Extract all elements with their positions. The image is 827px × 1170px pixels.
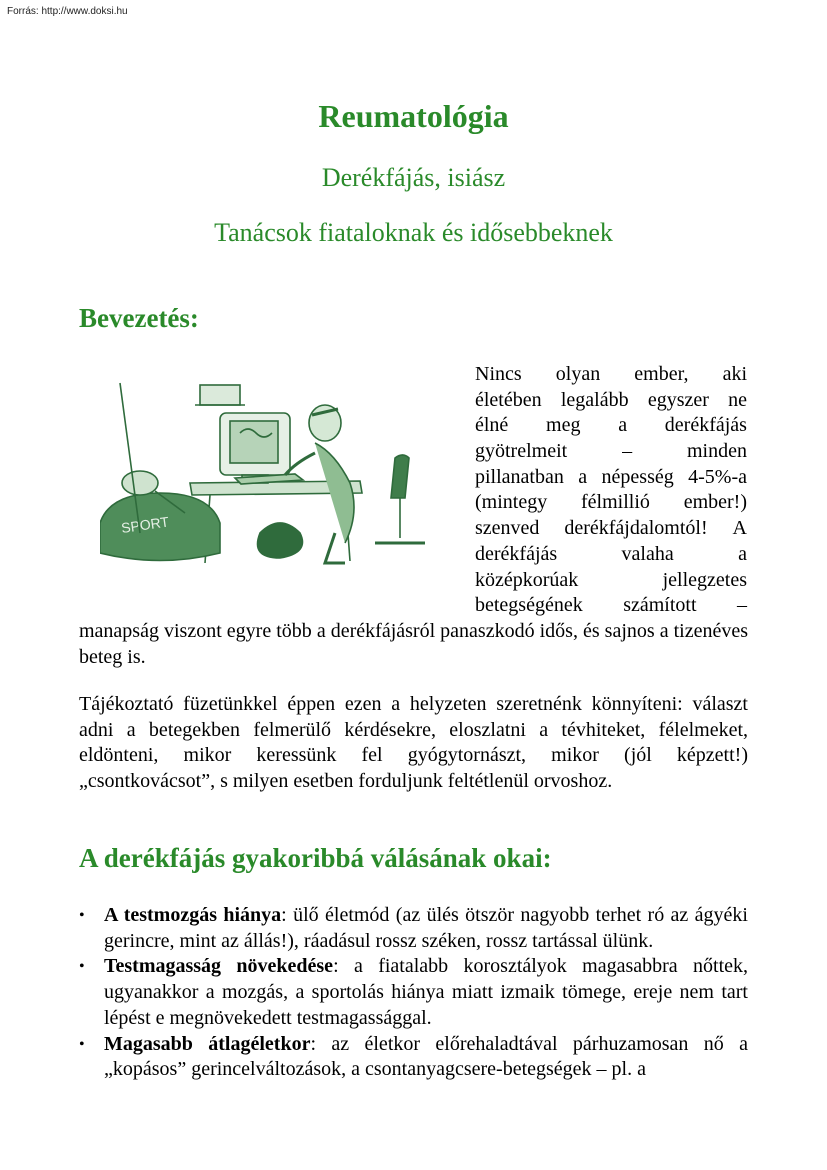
word: minden bbox=[686, 440, 747, 463]
word: valaha bbox=[621, 542, 674, 565]
cause-text: : az életkor előrehaladtával párhuzamosan nő a „kopásos” gerincelváltozások, a csontanyagcsere-betegségek – pl. a bbox=[104, 1032, 749, 1081]
page-subtitle-2: Tanácsok fiataloknak és idősebbeknek bbox=[214, 218, 613, 247]
illustration-text: SPORT bbox=[120, 513, 170, 536]
word: aki bbox=[722, 363, 747, 385]
page-title: Reumatológia bbox=[318, 98, 509, 134]
word: a bbox=[578, 465, 588, 488]
word: derékfájás bbox=[664, 414, 747, 437]
cause-text: : a fiatalabb korosztályok magasabbra nőttek, ugyanakkor a mozgás, a sportolás hiánya miatt izmaik tömege, ereje nem tart lépést e megnövekedett testmagassággal. bbox=[104, 955, 748, 1029]
list-item bbox=[79, 903, 748, 954]
intro-line bbox=[475, 439, 747, 465]
word: egyszer bbox=[647, 388, 709, 411]
word: (mintegy bbox=[475, 491, 548, 514]
word: 4-5%-a bbox=[688, 465, 747, 488]
word: a bbox=[738, 542, 747, 565]
word: olyan bbox=[555, 363, 601, 385]
cause-term: Testmagasság növekedése bbox=[104, 955, 334, 978]
intro-line bbox=[475, 516, 747, 542]
word: derékfájás bbox=[475, 542, 558, 565]
intro-heading: Bevezetés: bbox=[79, 303, 199, 333]
list-item bbox=[79, 954, 748, 1031]
intro-column bbox=[475, 362, 747, 619]
cause-text: : ülő életmód (az ülés ötször nagyobb terhet ró az ágyéki gerincre, mint az állás!), ráadásul rossz széken, rossz tartással ülünk. bbox=[104, 904, 748, 952]
bullet-icon: • bbox=[79, 958, 85, 976]
word: Nincs bbox=[475, 363, 522, 385]
intro-line bbox=[475, 413, 747, 439]
word: életében bbox=[475, 388, 542, 411]
cause-term: A testmozgás hiánya bbox=[104, 904, 282, 926]
bullet-icon: • bbox=[79, 1035, 85, 1053]
word: derékfájdalomtól! bbox=[564, 517, 708, 540]
word: ember!) bbox=[683, 491, 747, 514]
word: – bbox=[622, 440, 633, 463]
intro-line bbox=[475, 465, 747, 491]
intro-line bbox=[475, 490, 747, 516]
source-note: Forrás: http://www.doksi.hu bbox=[7, 6, 128, 17]
word: középkorúak bbox=[475, 568, 579, 591]
cause-term: Magasabb átlagéletkor bbox=[104, 1032, 311, 1055]
word: A bbox=[732, 517, 747, 540]
word: meg bbox=[546, 414, 581, 437]
word: gyötrelmeit bbox=[475, 440, 568, 463]
word: számított bbox=[623, 594, 697, 617]
word: félmillió bbox=[581, 491, 650, 514]
word: pillanatban bbox=[475, 465, 564, 488]
word: legalább bbox=[560, 388, 629, 411]
word: ember, bbox=[634, 363, 689, 385]
list-item bbox=[79, 1032, 748, 1083]
word: betegségének bbox=[475, 594, 583, 617]
bullet-icon: • bbox=[79, 907, 85, 924]
causes-list bbox=[79, 903, 748, 1083]
word: ne bbox=[728, 388, 747, 411]
intro-line bbox=[475, 542, 747, 568]
word: jellegzetes bbox=[662, 568, 747, 591]
paragraph-2: Tájékoztató füzetünkkel éppen ezen a helyzeten szeretnénk könnyíteni: választ adni a betegekben felmerülő kérdésekre, eloszlatni a tévhiteket, félelmeket, eldönteni, mikor keressünk fel gyógytornászt, mikor (jól képzett!) „csontkovácsot”, s milyen esetben forduljunk feltétlenül orvoshoz. bbox=[79, 693, 748, 793]
illustration-computer-user bbox=[100, 363, 460, 573]
word: – bbox=[737, 594, 747, 617]
word: népesség bbox=[601, 465, 674, 488]
intro-line bbox=[475, 388, 747, 414]
intro-paragraph-continued: manapság viszont egyre több a derékfájásról panaszkodó idős, és sajnos a tizenéves beteg is. bbox=[79, 620, 748, 668]
intro-line bbox=[475, 568, 747, 594]
word: szenved bbox=[475, 517, 540, 540]
intro-line bbox=[475, 593, 747, 619]
word: a bbox=[618, 414, 628, 437]
page-subtitle: Derékfájás, isiász bbox=[321, 163, 506, 192]
intro-line bbox=[475, 362, 747, 388]
causes-heading: A derékfájás gyakoribbá válásának okai: bbox=[79, 843, 552, 873]
word: élné bbox=[475, 414, 509, 437]
